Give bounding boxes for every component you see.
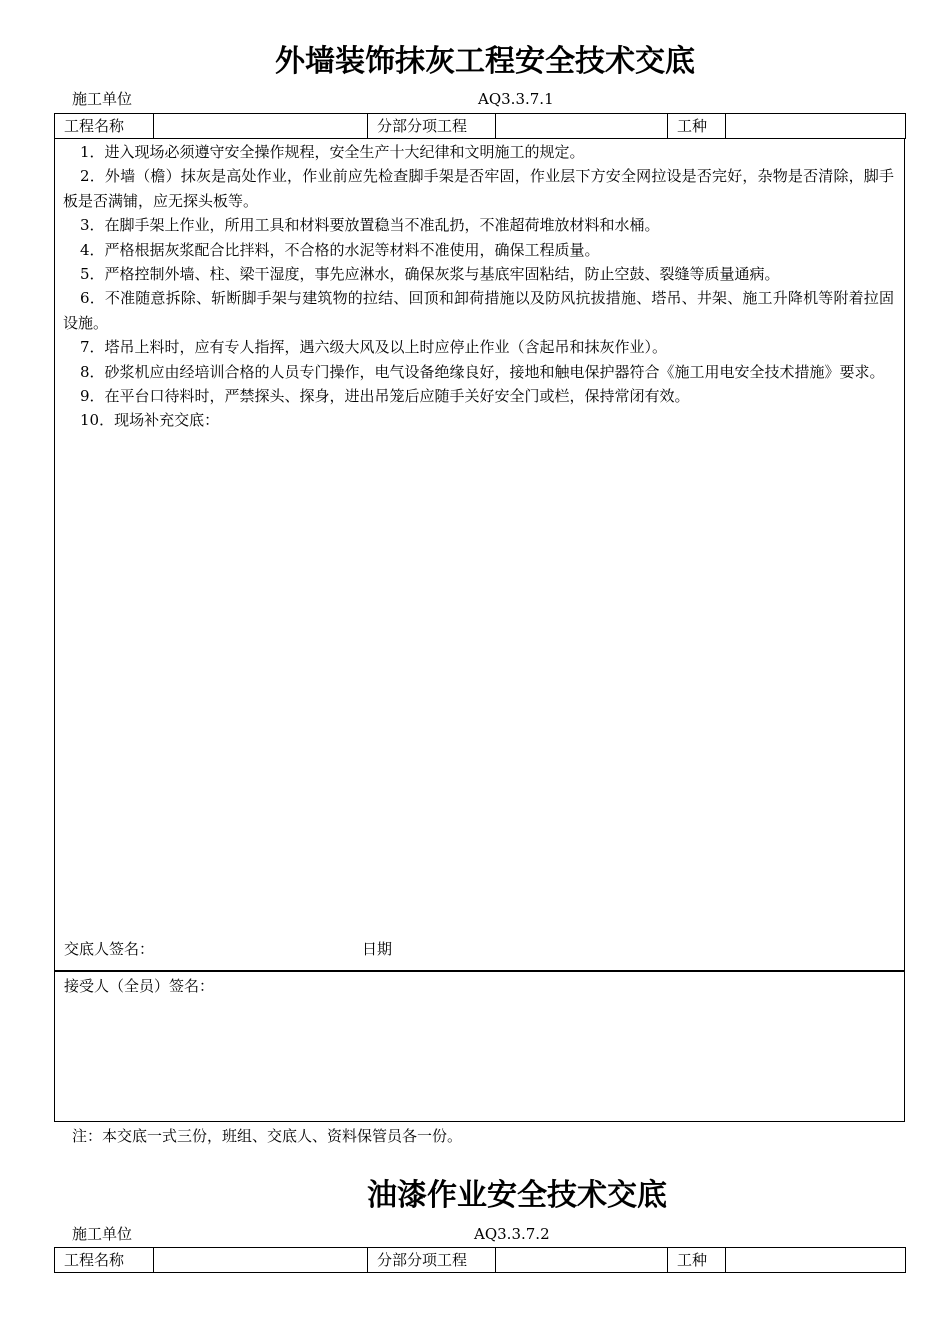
date-label: 日期 bbox=[362, 940, 393, 958]
project-name-field[interactable] bbox=[154, 114, 368, 139]
form-code-2: AQ3.3.7.2 bbox=[474, 1225, 550, 1243]
list-item: 7．塔吊上料时，应有专人指挥，遇六级大风及以上时应停止作业（含起吊和抹灰作业）。 bbox=[80, 338, 668, 357]
safety-items-list bbox=[55, 138, 904, 433]
list-item: 9．在平台口待料时，严禁探头、探身，进出吊笼后应随手关好安全门或栏，保持常闭有效。 bbox=[80, 387, 690, 406]
list-item: 2．外墙（檐）抹灰是高处作业，作业前应先检查脚手架是否牢固，作业层下方安全网拉设是否完好，杂物是否清除，脚手板是否满铺，应无探头板等。 bbox=[63, 167, 894, 210]
receiver-signature-label: 接受人（全员）签名： bbox=[64, 977, 215, 995]
sub-project-field[interactable] bbox=[496, 1248, 668, 1273]
work-type-label: 工种 bbox=[668, 114, 726, 139]
project-name-label: 工程名称 bbox=[55, 114, 154, 139]
disclosure-content bbox=[54, 138, 905, 971]
list-item: 4．严格根据灰浆配合比拌料，不合格的水泥等材料不准使用，确保工程质量。 bbox=[80, 240, 600, 259]
receiver-signature-box[interactable] bbox=[54, 971, 905, 1122]
construction-unit-label-2: 施工单位 bbox=[72, 1225, 133, 1243]
construction-unit-label: 施工单位 bbox=[72, 90, 133, 108]
sub-project-field[interactable] bbox=[496, 114, 668, 139]
list-item: 3．在脚手架上作业，所用工具和材料要放置稳当不准乱扔，不准超荷堆放材料和水桶。 bbox=[80, 216, 660, 235]
project-name-field[interactable] bbox=[154, 1248, 368, 1273]
work-type-field[interactable] bbox=[726, 1248, 906, 1273]
list-item: 10．现场补充交底： bbox=[80, 411, 220, 430]
header-table bbox=[54, 113, 906, 139]
sub-project-label: 分部分项工程 bbox=[368, 114, 496, 139]
document-title-2: 油漆作业安全技术交底 bbox=[367, 1178, 667, 1213]
work-type-field[interactable] bbox=[726, 114, 906, 139]
form-code: AQ3.3.7.1 bbox=[478, 90, 554, 108]
list-item: 5．严格控制外墙、柱、梁干湿度，事先应淋水，确保灰浆与基底牢固粘结，防止空鼓、裂缝等质量通病。 bbox=[80, 265, 780, 284]
work-type-label: 工种 bbox=[668, 1248, 726, 1273]
discloser-signature-label: 交底人签名： bbox=[64, 940, 155, 958]
list-item: 8．砂浆机应由经培训合格的人员专门操作，电气设备绝缘良好，接地和触电保护器符合《施工用电安全技术措施》要求。 bbox=[80, 362, 885, 381]
list-item: 1．进入现场必须遵守安全操作规程，安全生产十大纪律和文明施工的规定。 bbox=[80, 143, 585, 161]
header-table-2 bbox=[54, 1247, 906, 1273]
document-title: 外墙装饰抹灰工程安全技术交底 bbox=[275, 44, 695, 79]
project-name-label: 工程名称 bbox=[55, 1248, 154, 1273]
list-item: 6．不准随意拆除、斩断脚手架与建筑物的拉结、回顶和卸荷措施以及防风抗拔措施、塔吊、井架、施工升降机等附着拉固设施。 bbox=[63, 289, 894, 332]
sub-project-label: 分部分项工程 bbox=[368, 1248, 496, 1273]
footnote: 注：本交底一式三份，班组、交底人、资料保管员各一份。 bbox=[72, 1127, 463, 1145]
